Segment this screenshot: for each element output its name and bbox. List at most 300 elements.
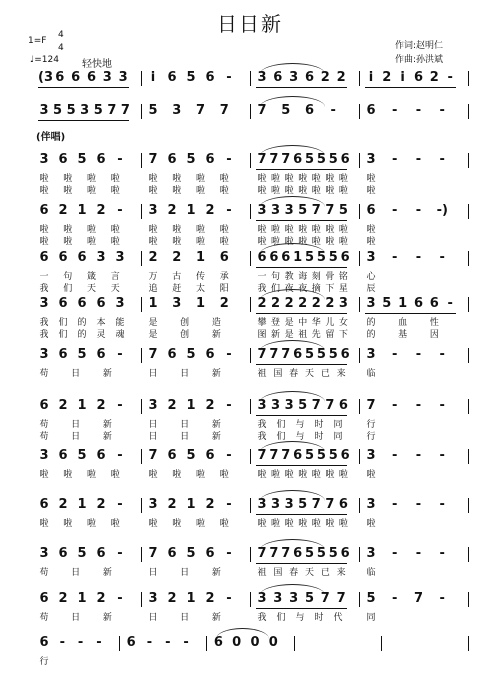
lyric-char: 啦 — [63, 186, 73, 196]
slur-arc — [260, 145, 325, 156]
lyric-char: 新 — [211, 420, 221, 430]
note-symbol: 6 — [338, 398, 348, 413]
beam-underline — [256, 608, 347, 609]
lyric-char: 新 — [102, 369, 112, 379]
lyric-char: 春 — [289, 369, 299, 379]
note-symbol: 5 — [328, 448, 338, 463]
note-symbol: 7 — [107, 103, 117, 118]
lyric-char: 日 — [180, 432, 190, 442]
note-symbol: 7 — [257, 546, 267, 561]
lyric-char: 啦 — [257, 186, 267, 196]
note-symbol: 5 — [281, 103, 291, 118]
lyric-char: 啦 — [311, 519, 321, 529]
lyric-char: 啦 — [366, 519, 376, 529]
note-symbol: - — [439, 250, 445, 265]
note-symbol: 7 — [269, 152, 279, 167]
lyric-char: 古 — [172, 272, 182, 282]
note-symbol: - — [117, 203, 123, 218]
note-symbol: 6 — [340, 546, 350, 561]
lyric-char: 的 — [77, 330, 87, 340]
note-symbol: - — [226, 398, 232, 413]
lyric-char: 啦 — [39, 237, 49, 247]
note-symbol: 2 — [336, 70, 346, 85]
beam-underline — [256, 465, 347, 466]
note-symbol: 5 — [304, 448, 315, 463]
lyric-char: 啦 — [366, 174, 376, 184]
lyric-char: 我 — [39, 318, 49, 328]
lyric-char: 新 — [102, 432, 112, 442]
lyric-char: 能 — [115, 318, 125, 328]
lyric-char: 啦 — [148, 225, 158, 235]
lyric-char: 啦 — [325, 237, 335, 247]
note-symbol: 5 — [316, 152, 326, 167]
lyrics-line — [0, 470, 500, 482]
note-symbol: 5 — [304, 546, 315, 561]
lyric-char: 啦 — [257, 174, 267, 184]
note-symbol: 5 — [186, 347, 196, 362]
note-symbol: 7 — [257, 152, 267, 167]
lyric-char: 同 — [366, 613, 376, 623]
end-bar-line — [468, 104, 469, 119]
bar-line — [206, 636, 207, 651]
note-symbol: 6 — [58, 296, 68, 311]
lyric-char: 苟 — [39, 568, 49, 578]
note-symbol: 5 — [186, 70, 196, 85]
lyric-char: 啦 — [172, 174, 182, 184]
note-symbol: 1 — [195, 296, 206, 311]
bar-line — [141, 449, 142, 464]
lyric-char: 们 — [271, 284, 281, 294]
note-symbol: 3 — [118, 70, 128, 85]
note-symbol: 3 — [257, 398, 267, 413]
note-symbol: 7 — [257, 103, 267, 118]
note-symbol: 3 — [289, 591, 299, 606]
note-symbol: 6 — [205, 546, 215, 561]
lyric-char: 心 — [366, 272, 376, 282]
note-symbol: 6 — [96, 296, 106, 311]
lyric-char: 教 — [284, 272, 294, 282]
lyric-char: 下 — [325, 284, 335, 294]
end-bar-line — [468, 547, 469, 562]
note-symbol: 3 — [148, 398, 158, 413]
note-symbol: - — [146, 635, 153, 650]
lyric-char: 与 — [295, 613, 305, 623]
notes-line — [0, 347, 500, 365]
note-symbol: 0 — [232, 635, 242, 650]
note-symbol: 7 — [366, 398, 376, 413]
note-symbol: 3 — [80, 103, 90, 118]
lyric-char: 啦 — [325, 186, 335, 196]
lyric-char: 辰 — [366, 284, 376, 294]
note-symbol: 1 — [195, 250, 206, 265]
note-symbol: 3 — [271, 203, 281, 218]
note-symbol: 7 — [320, 591, 330, 606]
lyric-char: 日 — [180, 568, 190, 578]
lyric-char: 啦 — [338, 186, 348, 196]
beam-underline — [256, 267, 347, 268]
note-symbol: 6 — [55, 70, 65, 85]
lyric-char: 啦 — [271, 186, 281, 196]
note-symbol: 3 — [257, 497, 267, 512]
note-symbol: 5 — [328, 152, 338, 167]
end-bar-line — [468, 636, 469, 651]
bar-line — [250, 348, 251, 363]
lyric-char: 啦 — [39, 174, 49, 184]
lyric-char: 我 — [39, 330, 49, 340]
note-symbol: 6 — [96, 347, 106, 362]
bar-line — [141, 592, 142, 607]
end-bar-line — [468, 251, 469, 266]
end-bar-line — [468, 348, 469, 363]
note-symbol: 6 — [257, 250, 267, 265]
bar-line — [250, 399, 251, 414]
note-symbol: 5 — [77, 347, 87, 362]
bar-line — [141, 204, 142, 219]
lyric-char: 来 — [336, 568, 346, 578]
notes-line — [0, 250, 500, 268]
lyrics-line — [0, 318, 500, 330]
note-symbol: 7 — [269, 347, 279, 362]
lyrics-line — [0, 284, 500, 296]
note-symbol: - — [439, 103, 445, 118]
lyric-char: 登 — [271, 318, 281, 328]
lyric-char: 啦 — [338, 470, 348, 480]
tempo-marking: ♩=124 — [30, 55, 59, 65]
lyric-char: 临 — [366, 568, 376, 578]
slur-arc — [260, 584, 325, 595]
note-symbol: - — [439, 591, 445, 606]
note-symbol: 3 — [39, 152, 49, 167]
lyric-char: 我 — [257, 613, 267, 623]
lyric-char: 下 — [338, 330, 348, 340]
note-symbol: 6 — [39, 203, 49, 218]
lyrics-line — [0, 237, 500, 249]
lyric-char: 句 — [271, 272, 281, 282]
end-bar-line — [468, 399, 469, 414]
bar-line — [141, 297, 142, 312]
lyric-char: 时 — [314, 613, 324, 623]
note-symbol: - — [330, 103, 336, 118]
bar-line — [141, 71, 142, 86]
note-symbol: - — [226, 448, 232, 463]
note-symbol: 6 — [77, 250, 87, 265]
note-symbol: 3 — [273, 591, 283, 606]
expression-marking: 轻快地 — [82, 59, 112, 70]
note-symbol: 2 — [148, 250, 158, 265]
key-signature: 1=F — [28, 36, 47, 46]
note-symbol: 6 — [39, 497, 49, 512]
lyric-char: 啦 — [39, 186, 49, 196]
lyric-char: 日 — [148, 613, 158, 623]
lyric-char: 创 — [180, 330, 190, 340]
lyric-char: 新 — [102, 613, 112, 623]
lyric-char: 国 — [273, 568, 283, 578]
note-symbol: - — [415, 347, 422, 362]
note-symbol: - — [392, 250, 398, 265]
lyric-char: 啦 — [39, 225, 49, 235]
lyric-char: 星 — [338, 284, 348, 294]
note-symbol: 7 — [269, 546, 279, 561]
lyric-char: 苟 — [39, 432, 49, 442]
note-symbol: 3 — [115, 250, 125, 265]
slur-arc — [216, 628, 268, 639]
lyric-char: 骨 — [325, 272, 335, 282]
note-symbol: - — [392, 152, 398, 167]
lyric-char: 啦 — [298, 470, 308, 480]
lyric-char: 摘 — [311, 284, 321, 294]
lyric-char: 啦 — [195, 225, 205, 235]
lyric-char: 啦 — [366, 237, 376, 247]
lyric-char: 啦 — [271, 519, 281, 529]
note-symbol: 6 — [39, 635, 49, 650]
lyric-char: 新 — [211, 568, 221, 578]
note-symbol: 3 — [284, 203, 294, 218]
note-symbol: 3 — [284, 398, 294, 413]
note-symbol: 6 — [213, 635, 223, 650]
note-symbol: - — [226, 203, 232, 218]
note-symbol: 6 — [269, 250, 279, 265]
lyric-char: 们 — [63, 284, 73, 294]
lyric-char: 啦 — [63, 225, 73, 235]
lyric-char: 太 — [195, 284, 205, 294]
note-symbol: 6 — [293, 448, 303, 463]
note-symbol: 3 — [366, 448, 376, 463]
note-symbol: - — [117, 546, 123, 561]
lyric-char: 行 — [366, 420, 376, 430]
notes-line — [0, 635, 500, 653]
composer-credit: 作曲:孙洪斌 — [395, 55, 444, 65]
lyric-char: 啦 — [219, 519, 229, 529]
lyric-char: 啦 — [39, 519, 49, 529]
lyric-char: 日 — [148, 568, 158, 578]
note-symbol: 7 — [281, 448, 291, 463]
note-symbol: 6 — [293, 347, 303, 362]
note-symbol: 5 — [66, 103, 76, 118]
lyric-char: 日 — [180, 369, 190, 379]
note-symbol: 3 — [148, 497, 158, 512]
lyric-char: 日 — [71, 568, 81, 578]
lyric-char: 来 — [336, 369, 346, 379]
slur-arc — [260, 539, 325, 550]
note-symbol: - — [117, 347, 123, 362]
note-symbol: 6 — [340, 448, 350, 463]
lyric-char: 日 — [71, 369, 81, 379]
lyric-char: 啦 — [311, 470, 321, 480]
lyric-char: 啦 — [86, 237, 96, 247]
note-symbol: 2 — [205, 497, 215, 512]
lyric-char: 啦 — [284, 237, 294, 247]
lyric-char: 啦 — [325, 519, 335, 529]
lyric-char: 啦 — [298, 519, 308, 529]
note-symbol: - — [226, 497, 232, 512]
note-symbol: 5 — [298, 497, 308, 512]
lyric-char: 我 — [257, 420, 267, 430]
lyric-char: 们 — [58, 318, 68, 328]
note-symbol: 3 — [39, 103, 49, 118]
note-symbol: 3 — [366, 296, 376, 311]
note-symbol: 2 — [167, 497, 177, 512]
lyrics-line — [0, 272, 500, 284]
note-symbol: i — [368, 70, 374, 85]
lyric-char: 先 — [311, 330, 321, 340]
note-symbol: - — [392, 591, 398, 606]
notes-line — [0, 70, 500, 88]
lyric-char: 啦 — [257, 470, 267, 480]
note-symbol: 2 — [320, 70, 330, 85]
bar-line — [250, 104, 251, 119]
lyric-char: 啦 — [110, 470, 120, 480]
notes-line — [0, 103, 500, 121]
note-symbol: 1 — [186, 591, 196, 606]
note-symbol: 2 — [284, 296, 294, 311]
note-symbol: 7 — [257, 448, 267, 463]
note-symbol: 6 — [96, 546, 106, 561]
lyric-char: 啦 — [110, 186, 120, 196]
lyric-char: 啦 — [148, 174, 158, 184]
lyric-char: 啦 — [311, 225, 321, 235]
lyric-char: 承 — [219, 272, 229, 282]
note-symbol: 3 — [39, 296, 49, 311]
lyric-char: 祖 — [257, 568, 267, 578]
lyric-char: 啦 — [110, 237, 120, 247]
note-symbol: 5 — [304, 152, 315, 167]
lyric-char: 攀 — [257, 318, 267, 328]
lyrics-line — [0, 657, 500, 669]
lyric-char: 代 — [333, 613, 343, 623]
lyric-char: 啦 — [86, 519, 96, 529]
note-symbol: 6 — [281, 250, 291, 265]
note-symbol: 5 — [148, 103, 158, 118]
note-symbol: 6 — [304, 103, 315, 118]
beam-underline — [256, 514, 347, 515]
note-symbol: 6 — [167, 70, 177, 85]
note-symbol: 1 — [186, 398, 196, 413]
note-symbol: 6 — [293, 152, 303, 167]
note-symbol: 2 — [167, 203, 177, 218]
lyric-char: 因 — [429, 330, 439, 340]
note-symbol: 5 — [366, 591, 376, 606]
bar-line — [250, 204, 251, 219]
bar-line — [141, 399, 142, 414]
bar-line — [359, 71, 360, 86]
note-symbol: (3 — [38, 70, 53, 85]
note-symbol: 3 — [39, 347, 49, 362]
lyric-char: 已 — [320, 369, 330, 379]
note-symbol: 6 — [39, 250, 49, 265]
bar-line — [141, 498, 142, 513]
lyric-char: 啦 — [195, 174, 205, 184]
bar-line — [141, 104, 142, 119]
lyric-char: 啦 — [86, 225, 96, 235]
note-symbol: - — [117, 398, 123, 413]
beam-underline — [256, 364, 347, 365]
bar-line — [359, 449, 360, 464]
time-signature-denominator: 4 — [58, 43, 64, 53]
lyric-char: 苟 — [39, 420, 49, 430]
lyric-char: 天 — [110, 284, 120, 294]
beam-underline — [256, 563, 347, 564]
note-symbol: - — [392, 347, 398, 362]
lyric-char: 基 — [398, 330, 408, 340]
lyric-char: 啦 — [298, 186, 308, 196]
notes-line — [0, 203, 500, 221]
lyric-char: 啦 — [148, 519, 158, 529]
lyric-char: 铭 — [338, 272, 348, 282]
note-symbol: 2 — [167, 591, 177, 606]
note-symbol: 7 — [148, 152, 158, 167]
lyric-char: 啦 — [271, 237, 281, 247]
lyric-char: 诲 — [298, 272, 308, 282]
lyric-char: 日 — [71, 420, 81, 430]
note-symbol: 5 — [328, 250, 338, 265]
bar-line — [250, 449, 251, 464]
note-symbol: 5 — [77, 546, 87, 561]
bar-line — [250, 547, 251, 562]
note-symbol: 6 — [167, 546, 177, 561]
end-bar-line — [468, 297, 469, 312]
note-symbol: 6 — [273, 70, 283, 85]
note-symbol: 2 — [172, 250, 182, 265]
lyric-char: 啦 — [63, 470, 73, 480]
bar-line — [359, 498, 360, 513]
note-symbol: 6 — [126, 635, 136, 650]
lyric-char: 啦 — [63, 519, 73, 529]
note-symbol: - — [415, 203, 422, 218]
lyric-char: 的 — [366, 330, 376, 340]
note-symbol: i — [150, 70, 156, 85]
beam-underline — [38, 87, 129, 88]
lyric-char: 的 — [77, 318, 87, 328]
note-symbol: 5 — [186, 152, 196, 167]
lyric-char: 临 — [366, 369, 376, 379]
note-symbol: 6 — [205, 347, 215, 362]
lyric-char: 天 — [304, 568, 314, 578]
note-symbol: - — [96, 635, 102, 650]
note-symbol: 6 — [340, 250, 350, 265]
lyric-char: 啦 — [110, 174, 120, 184]
notes-line — [0, 448, 500, 466]
note-symbol: 6 — [58, 347, 68, 362]
note-symbol: 1 — [186, 497, 196, 512]
lyric-char: 日 — [148, 432, 158, 442]
note-symbol: 7 — [325, 398, 335, 413]
bar-line — [294, 636, 295, 651]
note-symbol: 2 — [382, 70, 392, 85]
lyric-char: 图 — [257, 330, 267, 340]
note-symbol: 3 — [366, 152, 376, 167]
lyric-char: 赶 — [172, 284, 182, 294]
bar-line — [359, 153, 360, 168]
note-symbol: - — [117, 152, 123, 167]
lyric-char: 啦 — [219, 237, 229, 247]
notes-line — [0, 398, 500, 416]
note-symbol: - — [165, 635, 171, 650]
lyric-char: 啦 — [338, 519, 348, 529]
lyric-char: 啦 — [86, 174, 96, 184]
lyrics-line — [0, 125, 500, 137]
note-symbol: - — [226, 70, 232, 85]
note-symbol: 7 — [281, 546, 291, 561]
lyric-char: 啦 — [195, 519, 205, 529]
note-symbol: 3 — [366, 250, 376, 265]
lyric-char: 啦 — [284, 225, 294, 235]
note-symbol: - — [226, 591, 232, 606]
slur-arc — [260, 490, 325, 501]
note-symbol: 6 — [39, 591, 49, 606]
note-symbol: 3 — [148, 591, 158, 606]
lyric-char: 新 — [211, 432, 221, 442]
note-symbol: - — [117, 591, 123, 606]
